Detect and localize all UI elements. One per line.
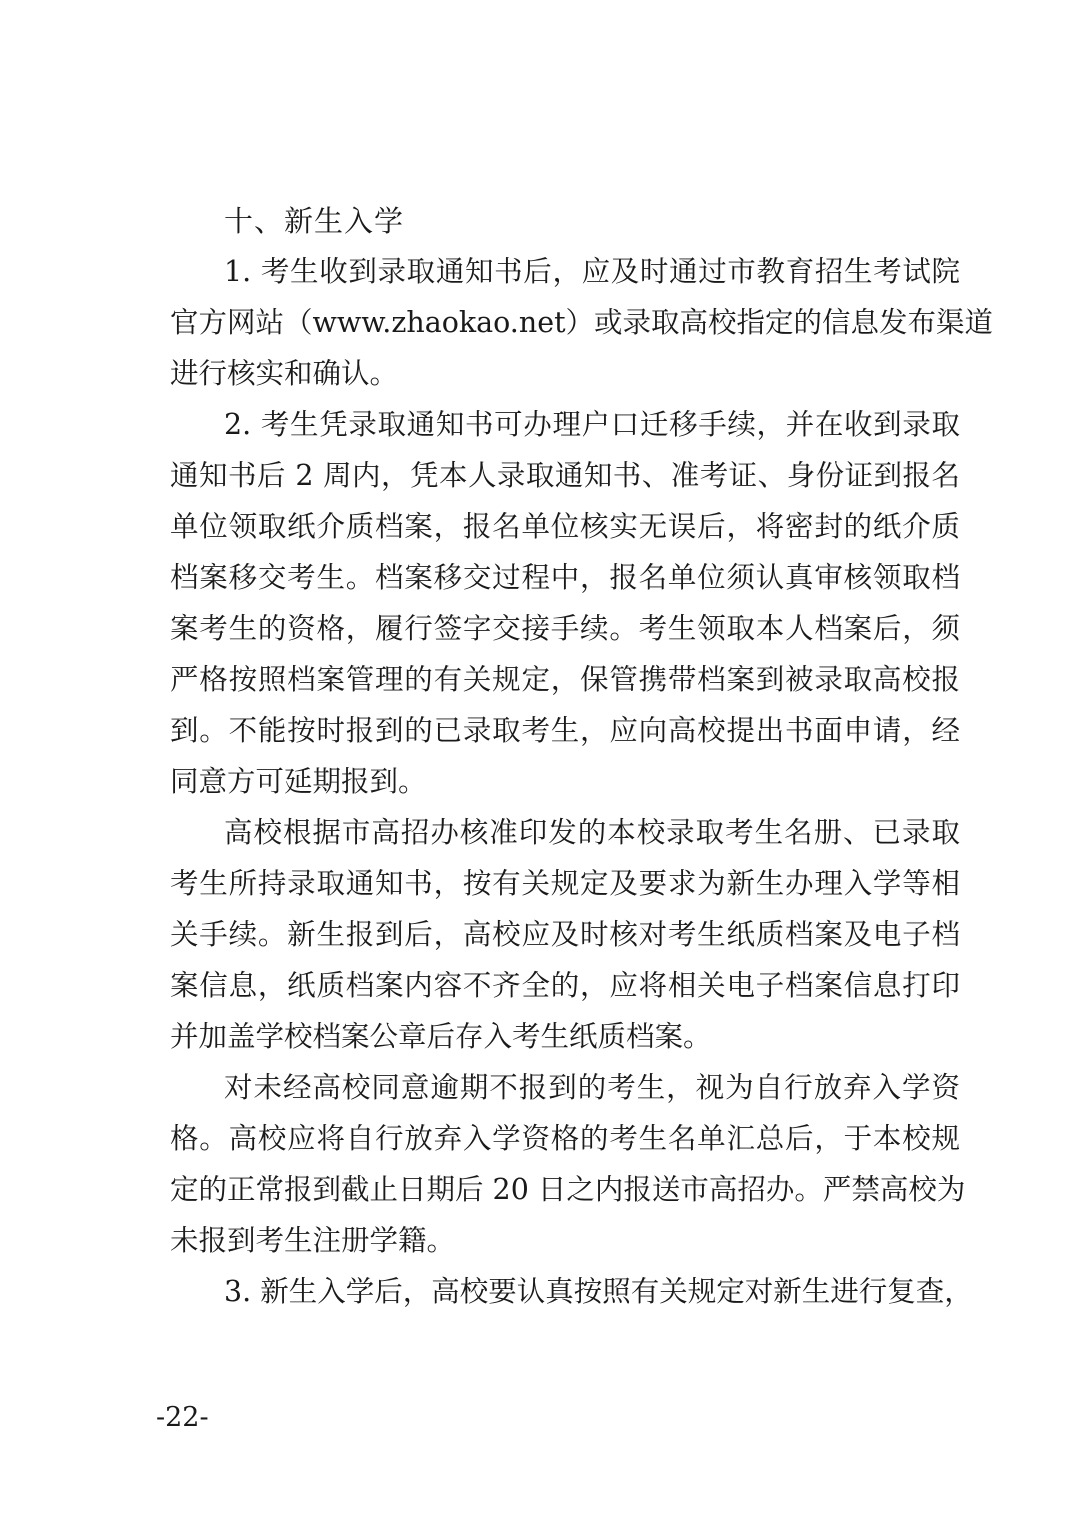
paragraph-1-line-2: 官方网站（www.zhaokao.net）或录取高校指定的信息发布渠道 (170, 306, 994, 339)
paragraph-2-line-3: 单位领取纸介质档案，报名单位核实无误后，将密封的纸介质 (170, 510, 960, 543)
paragraph-2-line-7: 到。不能按时报到的已录取考生，应向高校提出书面申请，经 (170, 714, 960, 747)
paragraph-2-line-8: 同意方可延期报到。 (170, 765, 427, 798)
paragraph-3-line-4: 案信息，纸质档案内容不齐全的，应将相关电子档案信息打印 (170, 969, 960, 1002)
paragraph-2-line-1: 2. 考生凭录取通知书可办理户口迁移手续，并在收到录取 (224, 408, 960, 441)
paragraph-4-line-2: 格。高校应将自行放弃入学资格的考生名单汇总后，于本校规 (170, 1122, 960, 1155)
paragraph-2-line-6: 严格按照档案管理的有关规定，保管携带档案到被录取高校报 (170, 663, 960, 696)
paragraph-5-line-1: 3. 新生入学后，高校要认真按照有关规定对新生进行复查， (224, 1275, 973, 1308)
paragraph-2-line-5: 案考生的资格，履行签字交接手续。考生领取本人档案后，须 (170, 612, 960, 645)
page-number: -22- (156, 1402, 209, 1433)
paragraph-4-line-3: 定的正常报到截止日期后 20 日之内报送市高招办。严禁高校为 (170, 1173, 966, 1206)
paragraph-3-line-1: 高校根据市高招办核准印发的本校录取考生名册、已录取 (224, 816, 960, 849)
paragraph-1-line-3: 进行核实和确认。 (170, 357, 399, 390)
paragraph-2-line-4: 档案移交考生。档案移交过程中，报名单位须认真审核领取档 (170, 561, 960, 594)
paragraph-4-line-1: 对未经高校同意逾期不报到的考生，视为自行放弃入学资 (224, 1071, 960, 1104)
paragraph-3-line-5: 并加盖学校档案公章后存入考生纸质档案。 (170, 1020, 712, 1053)
paragraph-4-line-4: 未报到考生注册学籍。 (170, 1224, 456, 1257)
paragraph-1-line-1: 1. 考生收到录取通知书后，应及时通过市教育招生考试院 (224, 255, 960, 288)
paragraph-2-line-2: 通知书后 2 周内，凭本人录取通知书、准考证、身份证到报名 (170, 459, 960, 492)
paragraph-3-line-2: 考生所持录取通知书，按有关规定及要求为新生办理入学等相 (170, 867, 960, 900)
section-heading: 十、新生入学 (224, 204, 405, 238)
paragraph-3-line-3: 关手续。新生报到后，高校应及时核对考生纸质档案及电子档 (170, 918, 960, 951)
